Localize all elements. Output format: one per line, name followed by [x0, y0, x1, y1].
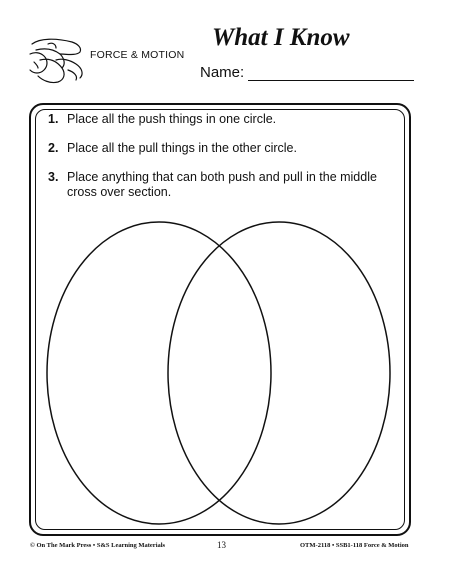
brand-label: FORCE & MOTION: [90, 49, 185, 61]
instruction-number: 1.: [48, 112, 59, 126]
footer-product-code: OTM-2118 • SSB1-118 Force & Motion: [300, 542, 409, 549]
instruction-number: 3.: [48, 170, 59, 184]
name-write-line[interactable]: [248, 80, 414, 81]
instruction-item: [48, 141, 398, 156]
page-title: What I Know: [212, 24, 350, 51]
instruction-number: 2.: [48, 141, 59, 155]
instruction-text: Place all the push things in one circle.: [67, 112, 277, 126]
hands-icon: [26, 30, 90, 86]
instruction-item: [48, 112, 398, 127]
footer-copyright: © On The Mark Press • S&S Learning Materials: [30, 542, 166, 549]
footer: [0, 540, 450, 554]
instruction-item: [48, 170, 398, 200]
venn-diagram: [38, 218, 402, 530]
venn-right-circle[interactable]: [168, 222, 390, 524]
page-number: 13: [217, 540, 226, 550]
venn-left-circle[interactable]: [47, 222, 271, 524]
name-field: [200, 64, 415, 84]
name-label: Name:: [200, 64, 245, 81]
instruction-text: Place all the pull things in the other circle.: [67, 141, 297, 155]
instructions-list: [48, 112, 398, 214]
instruction-text: Place anything that can both push and pull in the middle cross over section.: [67, 170, 377, 199]
